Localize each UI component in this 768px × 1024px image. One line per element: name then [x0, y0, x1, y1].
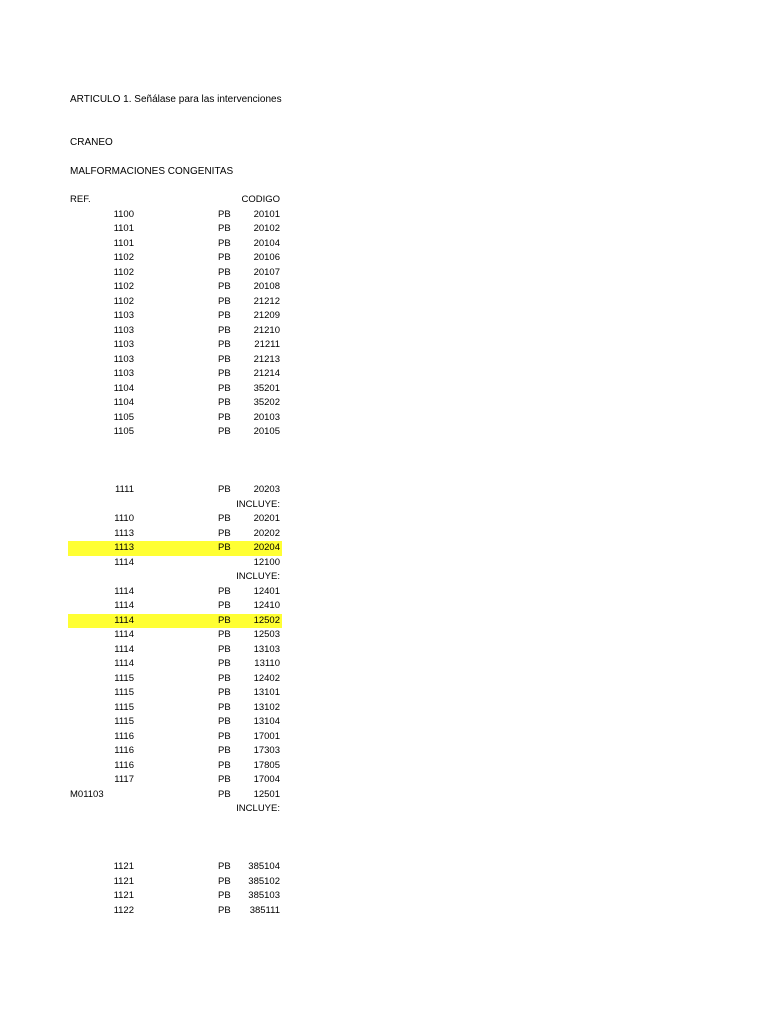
- ref-cell: 1103: [113, 339, 134, 350]
- ref-cell: 1103: [113, 310, 134, 321]
- type-cell: PB: [218, 875, 231, 887]
- table-row: [68, 744, 282, 759]
- table-row: [68, 266, 282, 281]
- table-row: [68, 295, 282, 310]
- type-cell: PB: [218, 745, 231, 756]
- ref-cell: 1111: [114, 484, 134, 495]
- type-cell: PB: [218, 397, 231, 408]
- code-cell: 20202: [253, 527, 280, 539]
- section-title: CRANEO: [70, 137, 113, 148]
- code-cell: 12501: [253, 788, 280, 800]
- ref-cell: 1114: [114, 600, 134, 611]
- table-row: [68, 817, 282, 832]
- code-cell: 385111: [249, 904, 280, 916]
- code-cell: 13103: [253, 643, 280, 655]
- type-cell: PB: [218, 672, 231, 684]
- ref-cell: 1115: [114, 716, 134, 727]
- type-cell: PB: [218, 585, 231, 597]
- ref-cell: 1104: [113, 382, 134, 394]
- incluye-label: INCLUYE:: [236, 803, 280, 814]
- code-cell: 13104: [253, 716, 280, 727]
- table-row: [68, 701, 282, 716]
- type-cell: PB: [218, 629, 231, 640]
- table-row: [68, 846, 282, 861]
- table-row: [68, 875, 282, 890]
- code-cell: 20103: [253, 411, 280, 423]
- table-row: [68, 730, 282, 745]
- table-row: [68, 556, 282, 571]
- ref-cell: 1114: [114, 643, 134, 655]
- type-cell: PB: [218, 353, 231, 365]
- type-cell: PB: [218, 237, 231, 249]
- code-cell: 13110: [254, 658, 280, 669]
- table-row: [68, 831, 282, 846]
- ref-cell: 1116: [114, 730, 134, 742]
- ref-cell: 1114: [114, 629, 134, 640]
- code-cell: 385102: [248, 875, 280, 887]
- table-row: [68, 628, 282, 643]
- table-row: [68, 686, 282, 701]
- code-cell: 13102: [253, 701, 280, 713]
- code-cell: 12502: [253, 614, 280, 626]
- type-cell: PB: [218, 730, 231, 742]
- ref-cell: 1115: [114, 701, 134, 713]
- type-cell: PB: [218, 208, 231, 220]
- ref-cell: 1121: [113, 890, 134, 901]
- table-row: [68, 454, 282, 469]
- code-cell: 21212: [253, 295, 280, 307]
- table-row: [68, 425, 282, 440]
- ref-cell: 1102: [113, 295, 134, 307]
- type-cell: PB: [218, 324, 231, 336]
- ref-cell: 1102: [113, 281, 134, 292]
- table-row: [68, 382, 282, 397]
- ref-cell: 1110: [114, 513, 134, 524]
- ref-cell: 1114: [114, 585, 134, 597]
- type-cell: PB: [218, 281, 231, 292]
- type-cell: PB: [218, 687, 231, 698]
- type-cell: PB: [218, 774, 231, 785]
- type-cell: PB: [218, 382, 231, 394]
- table-row: [68, 599, 282, 614]
- table-row: [68, 498, 282, 513]
- ref-cell: 1105: [113, 426, 134, 437]
- incluye-label: INCLUYE:: [236, 498, 280, 510]
- table-row: [68, 396, 282, 411]
- table-row: [68, 672, 282, 687]
- type-cell: PB: [218, 788, 231, 800]
- table-row: [68, 788, 282, 803]
- code-cell: 12402: [253, 672, 280, 684]
- ref-cell: 1100: [113, 208, 134, 220]
- type-cell: PB: [218, 339, 231, 350]
- code-cell: 21210: [253, 324, 280, 336]
- type-cell: PB: [218, 368, 231, 379]
- table-row: [68, 541, 282, 556]
- code-cell: 17303: [253, 745, 280, 756]
- type-cell: PB: [218, 701, 231, 713]
- codes-table: [68, 193, 282, 918]
- code-cell: 20104: [253, 237, 280, 249]
- code-cell: 20101: [253, 208, 280, 220]
- table-row: [68, 208, 282, 223]
- table-row: [68, 483, 282, 498]
- table-row: [68, 512, 282, 527]
- table-row: [68, 324, 282, 339]
- table-row: [68, 367, 282, 382]
- table-row: [68, 904, 282, 919]
- table-row: [68, 570, 282, 585]
- table-row: [68, 802, 282, 817]
- code-cell: 21213: [253, 353, 280, 365]
- type-cell: PB: [218, 295, 231, 307]
- type-cell: PB: [218, 542, 231, 553]
- type-cell: PB: [218, 658, 231, 669]
- type-cell: PB: [218, 513, 231, 524]
- code-cell: 35201: [253, 382, 280, 394]
- type-cell: PB: [218, 223, 231, 234]
- table-row: [68, 440, 282, 455]
- ref-cell: 1101: [113, 237, 134, 249]
- code-cell: 12100: [253, 556, 280, 568]
- incluye-label: INCLUYE:: [236, 571, 280, 582]
- code-cell: 17805: [253, 759, 280, 771]
- code-cell: 21209: [253, 310, 280, 321]
- code-cell: 17001: [253, 730, 280, 742]
- type-cell: PB: [218, 614, 231, 626]
- column-header-codigo: CODIGO: [241, 194, 280, 205]
- type-cell: PB: [218, 716, 231, 727]
- ref-cell: 1101: [113, 223, 134, 234]
- table-row: [68, 773, 282, 788]
- table-row: [68, 411, 282, 426]
- type-cell: PB: [218, 310, 231, 321]
- code-cell: 21214: [253, 368, 280, 379]
- table-row: [68, 251, 282, 266]
- type-cell: PB: [218, 643, 231, 655]
- table-row: [68, 338, 282, 353]
- ref-cell: 1121: [113, 875, 134, 887]
- code-cell: 20106: [253, 252, 280, 263]
- ref-cell: 1114: [114, 556, 134, 568]
- ref-cell: 1117: [114, 774, 134, 785]
- type-cell: PB: [218, 426, 231, 437]
- code-cell: 20203: [253, 484, 280, 495]
- ref-cell: 1104: [113, 397, 134, 408]
- code-cell: 12410: [253, 600, 280, 611]
- table-row: [68, 280, 282, 295]
- ref-cell: 1116: [114, 759, 134, 771]
- table-row: [68, 222, 282, 237]
- table-row: [68, 759, 282, 774]
- code-cell: 20201: [253, 513, 280, 524]
- ref-cell: 1114: [114, 614, 134, 626]
- ref-cell: 1116: [114, 745, 134, 756]
- type-cell: PB: [218, 411, 231, 423]
- ref-cell: 1103: [113, 353, 134, 365]
- code-cell: 12401: [253, 585, 280, 597]
- ref-cell: 1103: [113, 324, 134, 336]
- table-row: [68, 614, 282, 629]
- code-cell: 17004: [253, 774, 280, 785]
- table-row: [68, 889, 282, 904]
- code-cell: 13101: [253, 687, 280, 698]
- type-cell: PB: [218, 861, 231, 872]
- article-title: ARTICULO 1. Señálase para las intervenciones: [70, 94, 282, 105]
- type-cell: PB: [218, 890, 231, 901]
- code-cell: 385104: [248, 861, 280, 872]
- table-row: [68, 643, 282, 658]
- ref-cell: 1105: [113, 411, 134, 423]
- type-cell: PB: [218, 527, 231, 539]
- code-cell: 20107: [253, 266, 280, 278]
- table-row: [68, 469, 282, 484]
- ref-cell: M01103: [70, 788, 104, 800]
- type-cell: PB: [218, 484, 231, 495]
- ref-cell: 1103: [113, 368, 134, 379]
- ref-cell: 1113: [114, 527, 134, 539]
- table-row: [68, 527, 282, 542]
- ref-cell: 1102: [113, 266, 134, 278]
- table-header-row: [68, 193, 282, 208]
- code-cell: 12503: [253, 629, 280, 640]
- table-row: [68, 715, 282, 730]
- subsection-title: MALFORMACIONES CONGENITAS: [70, 166, 234, 177]
- type-cell: PB: [218, 600, 231, 611]
- code-cell: 35202: [253, 397, 280, 408]
- code-cell: 385103: [248, 890, 280, 901]
- table-row: [68, 353, 282, 368]
- table-row: [68, 585, 282, 600]
- ref-cell: 1102: [113, 252, 134, 263]
- type-cell: PB: [218, 252, 231, 263]
- table-row: [68, 860, 282, 875]
- table-row: [68, 657, 282, 672]
- ref-cell: 1121: [113, 861, 134, 872]
- code-cell: 20108: [253, 281, 280, 292]
- code-cell: 20204: [253, 542, 280, 553]
- ref-cell: 1113: [114, 542, 134, 553]
- ref-cell: 1122: [113, 904, 134, 916]
- type-cell: PB: [218, 759, 231, 771]
- column-header-ref: REF.: [70, 194, 91, 205]
- code-cell: 20102: [253, 223, 280, 234]
- table-row: [68, 237, 282, 252]
- ref-cell: 1115: [114, 687, 134, 698]
- code-cell: 21211: [254, 339, 280, 350]
- code-cell: 20105: [253, 426, 280, 437]
- ref-cell: 1114: [114, 658, 134, 669]
- type-cell: PB: [218, 904, 231, 916]
- table-row: [68, 309, 282, 324]
- ref-cell: 1115: [114, 672, 134, 684]
- type-cell: PB: [218, 266, 231, 278]
